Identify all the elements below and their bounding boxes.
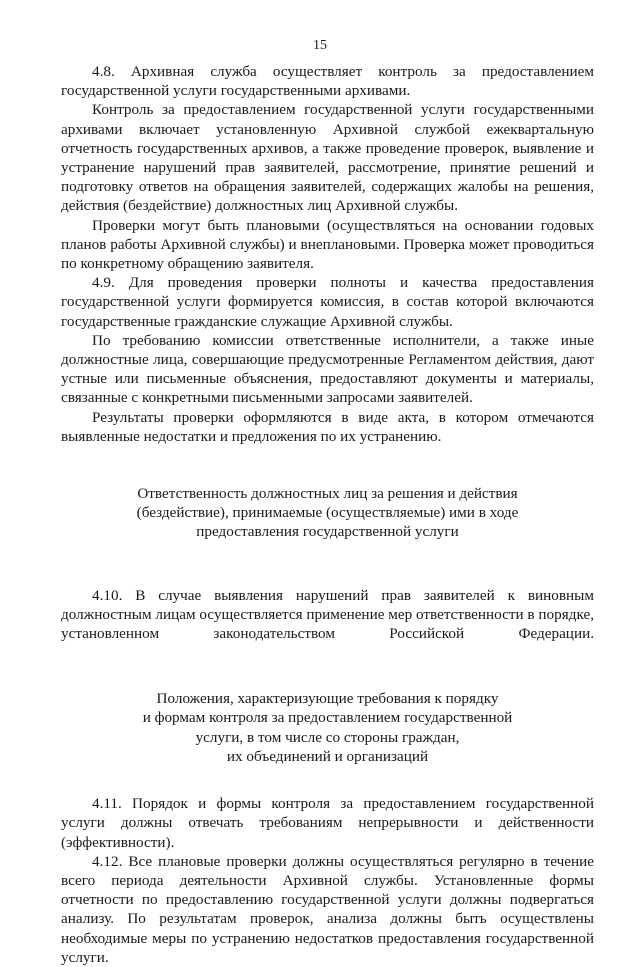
heading-line: и формам контроля за предоставлением государственной: [142, 709, 513, 727]
paragraph-inspection-results: Результаты проверки оформляются в виде акта, в котором отмечаются выявленные недостатки и предложения по их устранению.: [61, 408, 594, 445]
heading-line: услуги, в том числе со стороны граждан,: [195, 728, 460, 746]
heading-line: Ответственность должностных лиц за решения и действия: [137, 485, 518, 503]
heading-line: их объединений и организаций: [226, 747, 429, 765]
heading-line: (бездействие), принимаемые (осуществляемые) ими в ходе: [136, 504, 519, 522]
paragraph-4-11: 4.11. Порядок и формы контроля за предоставлением государственной услуги должны отвечать требованиям непрерывности и действенности (эффективности).: [61, 795, 594, 851]
section-heading-control-provisions: [61, 689, 594, 766]
heading-line: предоставления государственной услуги: [196, 523, 459, 541]
paragraph-4-10: 4.10. В случае выявления нарушений прав заявителей к виновным должностным лицам осуществляется применение мер ответственности в порядке, установленном законодательством Российской Федерации.: [61, 586, 594, 643]
paragraph-4-12: 4.12. Все плановые проверки должны осуществляться регулярно в течение всего периода деятельности Архивной службы. Установленные формы отчетности по предоставлению государственной услуги должны подвергаться анализу. По результатам проверок, анализа должны быть осуществлены необходимые меры по устранению недостатков предоставления государственной услуги.: [61, 852, 594, 966]
page-number: 15: [313, 38, 327, 53]
heading-line: Положения, характеризующие требования к порядку: [156, 690, 499, 708]
paragraph-4-9: 4.9. Для проведения проверки полноты и качества предоставления государственной услуги формируется комиссия, в состав которой включаются государственные гражданские служащие Архивной службы.: [61, 274, 594, 330]
document-body: [61, 62, 594, 967]
paragraph-4-8: 4.8. Архивная служба осуществляет контроль за предоставлением государственной услуги государственными архивами.: [61, 63, 594, 100]
paragraph-inspections-types: Проверки могут быть плановыми (осуществляться на основании годовых планов работы Архивной службы) и внеплановыми. Проверка может проводиться по конкретному обращению заявителя.: [61, 216, 594, 273]
paragraph-commission-request: По требованию комиссии ответственные исполнители, а также иные должностные лица, совершающие предусмотренные Регламентом действия, дают устные или письменные объяснения, предоставляют документы и материалы, связанные с конкретными письменными запросами заявителей.: [61, 331, 594, 407]
paragraph-control-description: Контроль за предоставлением государственной услуги государственными архивами включает установленную Архивной службой ежеквартальную отчетность государственных архивов, а также проведение проверок, выявление и устранение нарушений прав заявителей, рассмотрение, принятие решений и подготовку ответов на обращения заявителей, содержащих жалобы на решения, действия (бездействие) должностных лиц Архивной службы.: [61, 101, 594, 215]
section-heading-responsibility: [61, 484, 594, 542]
